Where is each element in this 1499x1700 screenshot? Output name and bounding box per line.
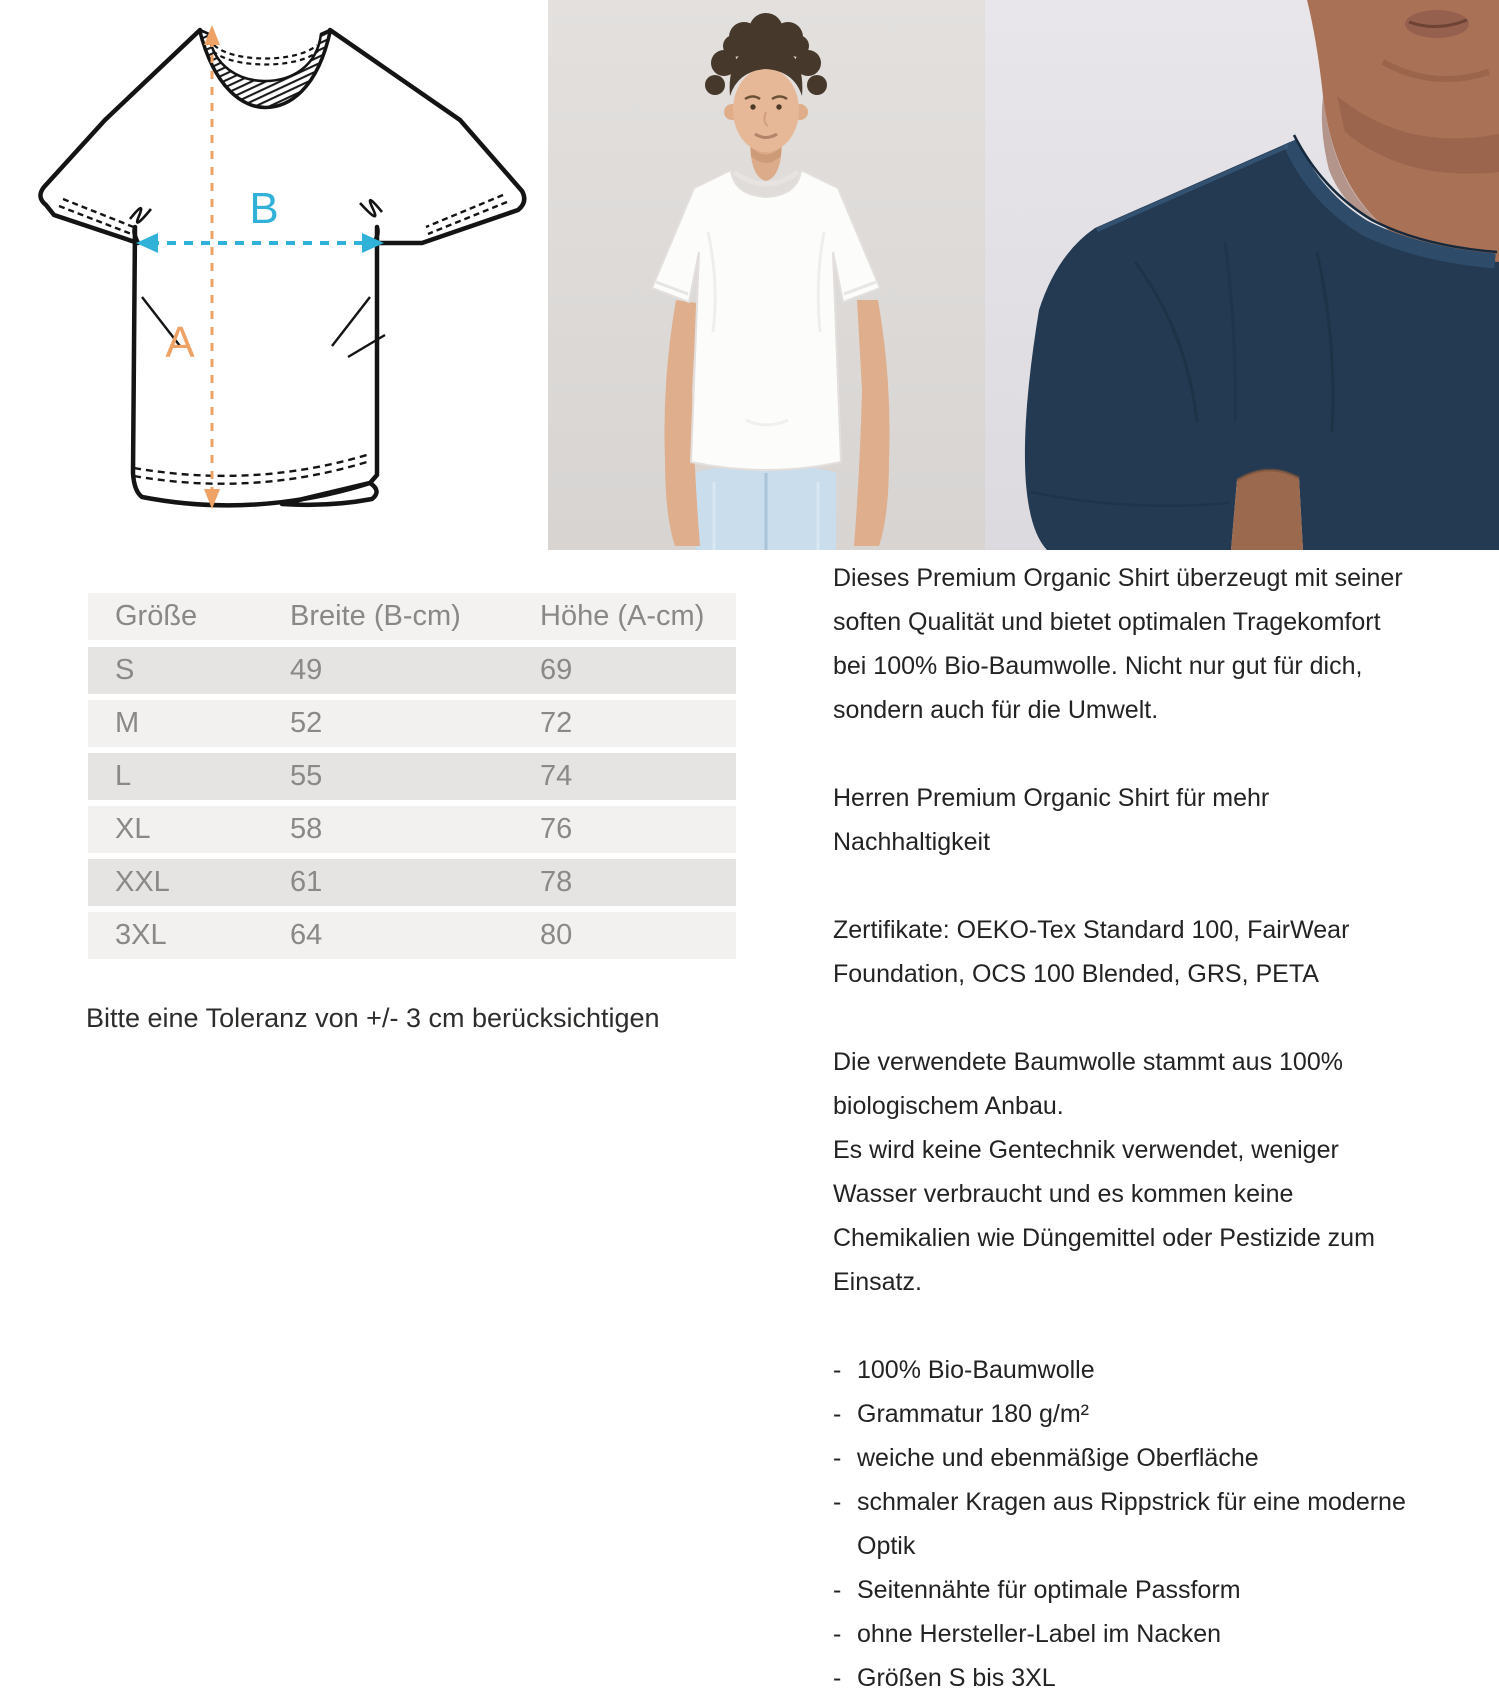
bullet-dash: - <box>833 1488 842 1516</box>
tshirt-line-drawing <box>30 5 535 515</box>
list-item-text: Seitennähte für optimale Passform <box>857 1576 1241 1604</box>
list-item <box>833 1656 1411 1700</box>
bullet-dash: - <box>833 1620 842 1648</box>
measurement-b-label: B <box>249 184 279 233</box>
table-row <box>88 700 736 747</box>
table-row <box>88 647 736 694</box>
detail-photo-illustration <box>985 0 1499 550</box>
cell-size: 3XL <box>115 919 167 951</box>
list-item <box>833 1436 1411 1480</box>
bullet-dash: - <box>833 1356 842 1384</box>
size-table <box>88 593 736 965</box>
cell-breite: 49 <box>290 654 323 686</box>
description-paragraph: Dieses Premium Organic Shirt überzeugt mit seiner soften Qualität und bietet optimalen Tragekomfort bei 100% Bio-Baumwolle. Nicht nur gut für dich, sondern auch für die Umwelt. <box>833 564 1403 724</box>
cell-hoehe: 76 <box>540 813 573 845</box>
cell-breite: 52 <box>290 707 323 739</box>
size-diagram <box>30 5 535 515</box>
description-paragraph: Es wird keine Gentechnik verwendet, weniger Wasser verbraucht und es kommen keine Chemikalien wie Düngemittel oder Pestizide zum Einsatz. <box>833 1136 1375 1296</box>
list-item-text: Grammatur 180 g/m² <box>857 1400 1090 1428</box>
bullet-dash: - <box>833 1664 842 1692</box>
description-paragraph: Die verwendete Baumwolle stammt aus 100% biologischem Anbau. <box>833 1048 1343 1120</box>
cell-size: XXL <box>115 866 170 898</box>
tolerance-note: Bitte eine Toleranz von +/- 3 cm berücksichtigen <box>86 1003 660 1033</box>
cell-breite: 58 <box>290 813 323 845</box>
cell-hoehe: 69 <box>540 654 573 686</box>
cell-hoehe: 74 <box>540 760 573 792</box>
feature-list <box>833 1348 1411 1700</box>
cell-breite: 61 <box>290 866 323 898</box>
cell-size: L <box>115 760 132 792</box>
description-paragraph: Herren Premium Organic Shirt für mehr Nachhaltigkeit <box>833 784 1270 856</box>
header-groesse: Größe <box>115 600 198 632</box>
model-photo-illustration <box>548 0 985 550</box>
list-item-text: weiche und ebenmäßige Oberfläche <box>857 1444 1259 1472</box>
product-photo-detail <box>985 0 1499 550</box>
product-photo-model <box>548 0 985 550</box>
table-row <box>88 806 736 853</box>
cell-hoehe: 80 <box>540 919 573 951</box>
bullet-dash: - <box>833 1576 842 1604</box>
bullet-dash: - <box>833 1444 842 1472</box>
jeans <box>696 465 836 551</box>
cell-size: M <box>115 707 140 739</box>
list-item <box>833 1480 1411 1568</box>
product-description <box>833 556 1411 1700</box>
list-item <box>833 1568 1411 1612</box>
person-arm <box>1231 470 1303 550</box>
size-table-header-row <box>88 593 736 640</box>
list-item-text: ohne Hersteller-Label im Nacken <box>857 1620 1222 1648</box>
table-row <box>88 912 736 959</box>
cell-hoehe: 72 <box>540 707 573 739</box>
measurement-a-label: A <box>165 318 195 367</box>
bullet-dash: - <box>833 1400 842 1428</box>
table-row <box>88 859 736 906</box>
list-item <box>833 1348 1411 1392</box>
list-item-text: Größen S bis 3XL <box>857 1664 1056 1692</box>
header-hoehe: Höhe (A-cm) <box>540 600 705 632</box>
cell-breite: 55 <box>290 760 323 792</box>
list-item <box>833 1612 1411 1656</box>
cell-breite: 64 <box>290 919 323 951</box>
table-row <box>88 753 736 800</box>
cell-size: XL <box>115 813 151 845</box>
list-item <box>833 1392 1411 1436</box>
description-paragraph: Zertifikate: OEKO-Tex Standard 100, FairWear Foundation, OCS 100 Blended, GRS, PETA <box>833 916 1350 988</box>
cell-size: S <box>115 654 135 686</box>
cell-hoehe: 78 <box>540 866 573 898</box>
list-item-text: schmaler Kragen aus Rippstrick für eine moderne Optik <box>857 1488 1406 1560</box>
list-item-text: 100% Bio-Baumwolle <box>857 1356 1095 1384</box>
header-breite: Breite (B-cm) <box>290 600 461 632</box>
